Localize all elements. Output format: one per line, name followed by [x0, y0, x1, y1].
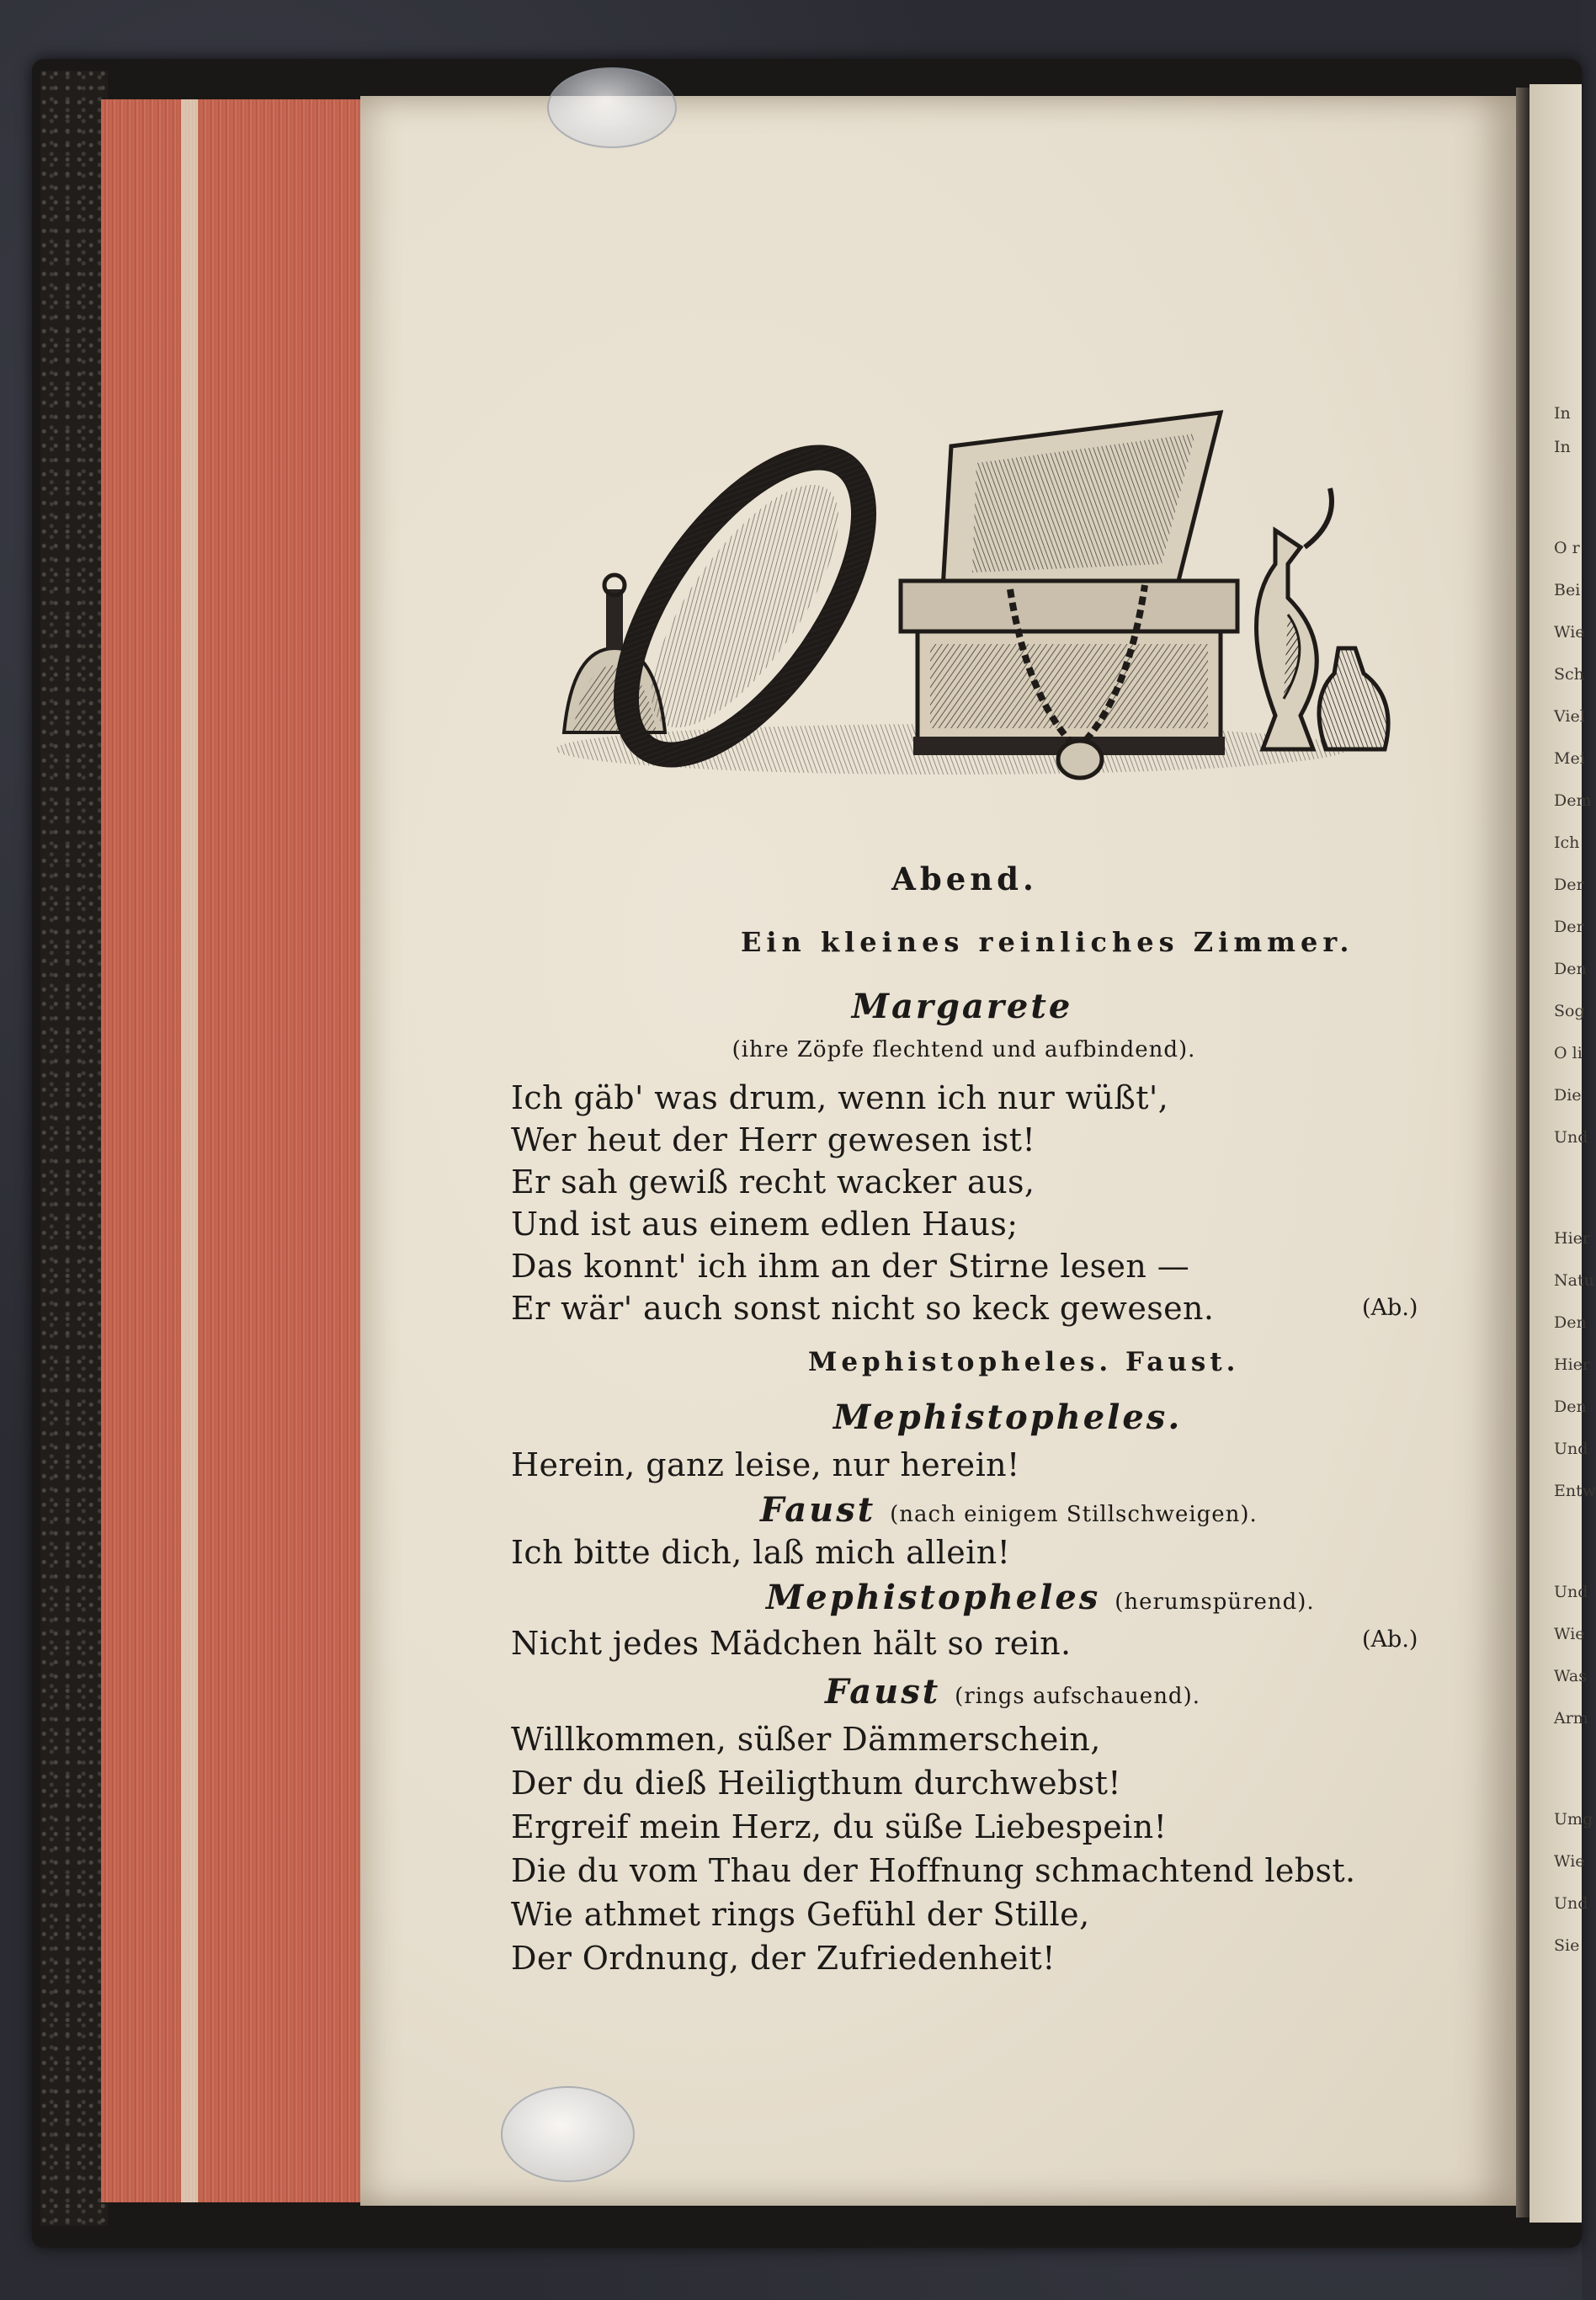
facing-page-fragment: Wie	[1554, 623, 1585, 642]
facing-page-fragment: Hier	[1554, 1355, 1590, 1374]
verse-line-8: Ich bitte dich, laß mich allein!	[511, 1534, 1011, 1571]
facing-page-fragment: Arm	[1554, 1709, 1588, 1728]
verse-line-3: Er sah gewiß recht wacker aus,	[511, 1163, 1035, 1201]
speaker-margarete: Margarete	[851, 987, 1073, 1026]
jewel-casket-illustration-icon	[505, 396, 1397, 791]
stage-direction-faust-2: (rings aufschauend).	[955, 1684, 1200, 1709]
verse-line-11: Der du dieß Heiligthum durchwebst!	[511, 1765, 1121, 1802]
facing-page-fragment: Natu	[1554, 1271, 1594, 1290]
verse-line-5: Das konnt' ich ihm an der Stirne lesen —	[511, 1248, 1190, 1285]
red-page-edges	[101, 99, 366, 2202]
facing-page-fragment: Sch	[1554, 665, 1584, 684]
verse-line-12: Ergreif mein Herz, du süße Liebespein!	[511, 1808, 1168, 1845]
facing-page-fragment: Die	[1554, 1086, 1582, 1105]
scene-title: Abend.	[891, 860, 1038, 897]
facing-page-fragment: Wie	[1554, 1852, 1585, 1871]
verse-line-15: Der Ordnung, der Zufriedenheit!	[511, 1940, 1056, 1977]
stage-direction: Ein kleines reinliches Zimmer.	[741, 926, 1354, 958]
facing-page-fragment: Sog	[1554, 1002, 1585, 1020]
facing-page-fragment: Der	[1554, 876, 1584, 894]
verse-line-2: Wer heut der Herr gewesen ist!	[511, 1121, 1036, 1158]
verse-line-14: Wie athmet rings Gefühl der Stille,	[511, 1896, 1090, 1933]
facing-page-fragment: Mei	[1554, 749, 1585, 768]
speaker-mephistopheles-2-name: Mephistopheles	[766, 1578, 1101, 1617]
facing-page-fragment: In	[1554, 438, 1571, 456]
stage-direction-faust-1: (nach einigem Stillschweigen).	[890, 1502, 1258, 1527]
speaker-faust-1	[760, 1490, 1258, 1530]
facing-page-fragment: Hier	[1554, 1229, 1590, 1248]
facing-page-fragment: O r	[1554, 539, 1580, 557]
speaker-faust-2-name: Faust	[825, 1672, 941, 1712]
facing-page-fragment: Sie	[1554, 1936, 1580, 1955]
verse-line-6: Er wär' auch sonst nicht so keck gewesen.	[511, 1290, 1215, 1327]
facing-page-fragment: Und	[1554, 1894, 1588, 1913]
facing-page-fragment: Der	[1554, 918, 1584, 936]
facing-page-fragment: O li	[1554, 1044, 1583, 1062]
facing-page-fragment: Dem	[1554, 791, 1592, 810]
facing-page-fragment: In	[1554, 404, 1571, 423]
facing-page-fragment: Wie	[1554, 1625, 1585, 1643]
top-glass-clip	[547, 67, 677, 148]
exit-direction-2: (Ab.)	[1362, 1627, 1418, 1653]
scene-characters: Mephistopheles. Faust.	[808, 1347, 1240, 1377]
facing-page-fragment: Viel	[1554, 707, 1585, 726]
facing-page-fragment: Umg	[1554, 1810, 1593, 1829]
bottom-glass-clip	[501, 2086, 635, 2182]
facing-page-fragment: Den	[1554, 1313, 1587, 1332]
speaker-faust-2	[825, 1672, 1200, 1712]
speaker-faust-1-name: Faust	[760, 1490, 876, 1530]
stage-direction-mephistopheles-2: (herumspürend).	[1115, 1589, 1315, 1615]
speaker-mephistopheles-2	[766, 1578, 1315, 1617]
verse-line-7: Herein, ganz leise, nur herein!	[511, 1446, 1020, 1483]
speaker-mephistopheles-1: Mephistopheles.	[833, 1398, 1183, 1437]
facing-page-fragment: Und	[1554, 1128, 1588, 1147]
facing-page-fragment: Und	[1554, 1440, 1588, 1458]
book-gutter	[1516, 88, 1530, 2217]
facing-page-fragment: Den	[1554, 960, 1587, 978]
facing-page-fragment: Den	[1554, 1398, 1587, 1416]
stage-direction-margarete: (ihre Zöpfe flechtend und aufbindend).	[732, 1037, 1196, 1062]
verse-line-4: Und ist aus einem edlen Haus;	[511, 1206, 1019, 1243]
verse-line-13: Die du vom Thau der Hoffnung schmachtend lebst.	[511, 1852, 1356, 1889]
facing-page-fragment: Ich	[1554, 833, 1580, 852]
exit-direction-1: (Ab.)	[1362, 1295, 1418, 1321]
facing-page-fragment: Entw	[1554, 1482, 1596, 1500]
facing-page-fragment: Bei	[1554, 581, 1581, 599]
verse-line-10: Willkommen, süßer Dämmerschein,	[511, 1721, 1101, 1758]
cover-marbled-edge	[40, 71, 108, 2226]
facing-page-fragment: Und	[1554, 1583, 1588, 1601]
facing-page-fragment: Was	[1554, 1667, 1587, 1685]
verse-line-9: Nicht jedes Mädchen hält so rein.	[511, 1625, 1072, 1662]
verse-line-1: Ich gäb' was drum, wenn ich nur wüßt',	[511, 1079, 1169, 1116]
